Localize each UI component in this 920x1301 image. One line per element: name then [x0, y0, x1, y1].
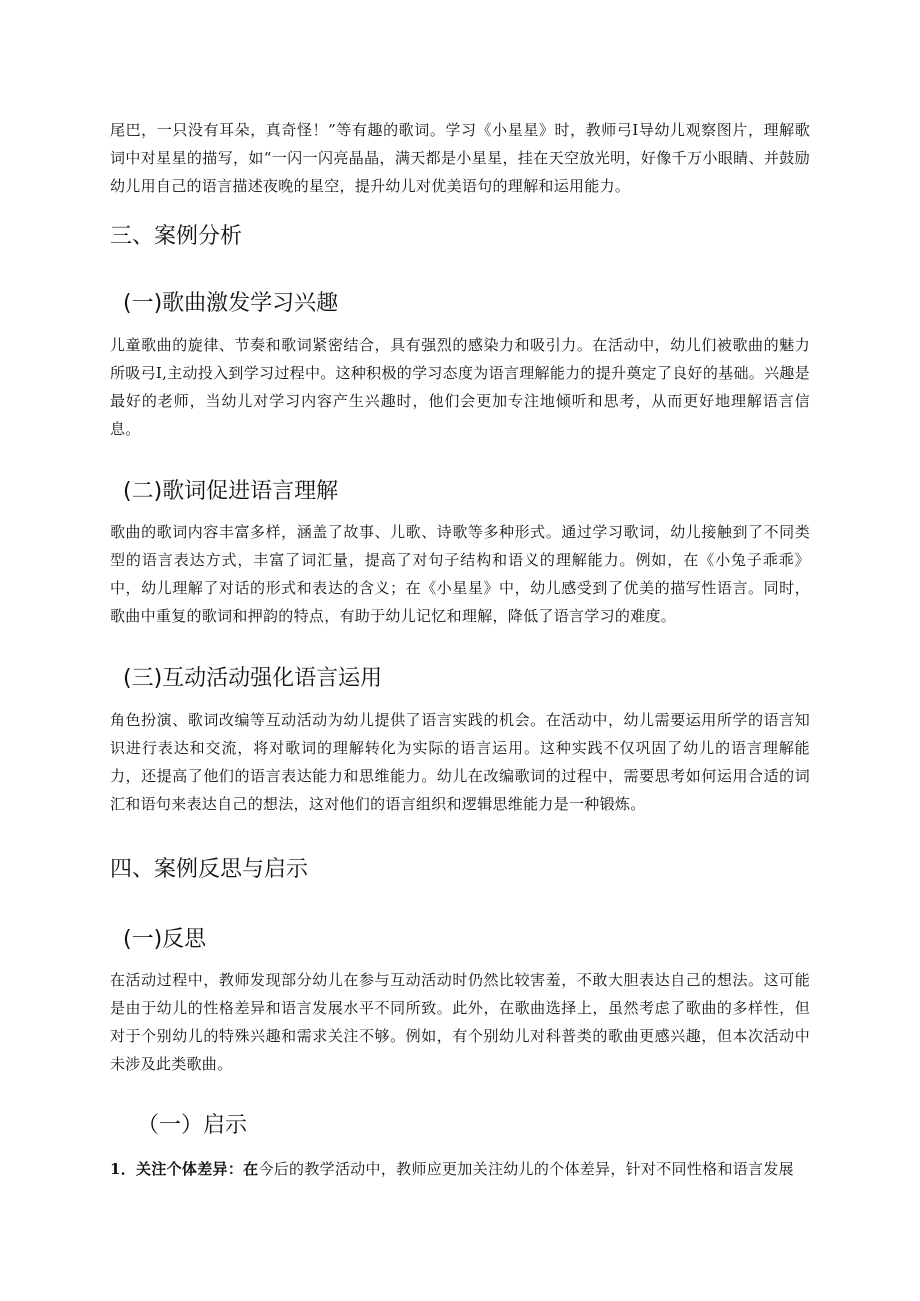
paragraph-insights — [110, 1155, 810, 1183]
paragraph-song-interest: 儿童歌曲的旋律、节奏和歌词紧密结合，具有强烈的感染力和吸引力。在活动中，幼儿们被歌曲的魅力所吸弓I,主动投入到学习过程中。这种积极的学习态度为语言理解能力的提升奠定了良好的基础。兴趣是最好的老师，当幼儿对学习内容产生兴趣时，他们会更加专注地倾听和思考，从而更好地理解语言信息。 — [110, 336, 810, 438]
intro-paragraph: 尾巴，一只没有耳朵，真奇怪！”等有趣的歌词。学习《小星星》时，教师弓I导幼儿观察图片，理解歌词中对星星的描写，如“一闪一闪亮晶晶，满天都是小星星，挂在天空放光明，好像千万小眼睛、并鼓励幼儿用自己的语言描述夜晚的星空，提升幼儿对优美语句的理解和运用能力。 — [110, 121, 810, 195]
subheading-insights: （一）启示 — [137, 1113, 248, 1138]
insight-item-lead: 1．关注个体差异：在 — [110, 1160, 259, 1178]
section-heading-case-analysis: 三、案例分析 — [110, 224, 243, 249]
subheading-lyrics-understanding: (二)歌词促进语言理解 — [123, 479, 339, 504]
paragraph-lyrics-understanding: 歌曲的歌词内容丰富多样，涵盖了故事、儿歌、诗歌等多种形式。通过学习歌词，幼儿接触到了不同类型的语言表达方式，丰富了词汇量，提高了对句子结构和语义的理解能力。例如，在《小兔子乖乖》中，幼儿理解了对话的形式和表达的含义；在《小星星》中，幼儿感受到了优美的描写性语言。同时，歌曲中重复的歌词和押韵的特点，有助于幼儿记忆和理解，降低了语言学习的难度。 — [110, 523, 810, 625]
subheading-interactive-activities: (三)互动活动强化语言运用 — [123, 666, 383, 691]
paragraph-interactive-activities: 角色扮演、歌词改编等互动活动为幼儿提供了语言实践的机会。在活动中，幼儿需要运用所学的语言知识进行表达和交流，将对歌词的理解转化为实际的语言运用。这种实践不仅巩固了幼儿的语言理解能力，还提高了他们的语言表达能力和思维能力。幼儿在改编歌词的过程中，需要思考如何运用合适的词汇和语句来表达自己的想法，这对他们的语言组织和逻辑思维能力是一种锻炼。 — [110, 711, 810, 813]
section-heading-reflection: 四、案例反思与启示 — [110, 857, 309, 882]
insight-item-text: 今后的教学活动中，教师应更加关注幼儿的个体差异，针对不同性格和语言发展 — [258, 1160, 794, 1178]
subheading-song-interest: (一)歌曲激发学习兴趣 — [123, 291, 339, 316]
subheading-reflection: (一)反思 — [123, 927, 207, 952]
paragraph-reflection: 在活动过程中，教师发现部分幼儿在参与互动活动时仍然比较害羞，不敢大胆表达自己的想法。这可能是由于幼儿的性格差异和语言发展水平不同所致。此外，在歌曲选择上，虽然考虑了歌曲的多样性，但对于个别幼儿的特殊兴趣和需求关注不够。例如，有个别幼儿对科普类的歌曲更感兴趣，但本次活动中未涉及此类歌曲。 — [110, 971, 810, 1073]
